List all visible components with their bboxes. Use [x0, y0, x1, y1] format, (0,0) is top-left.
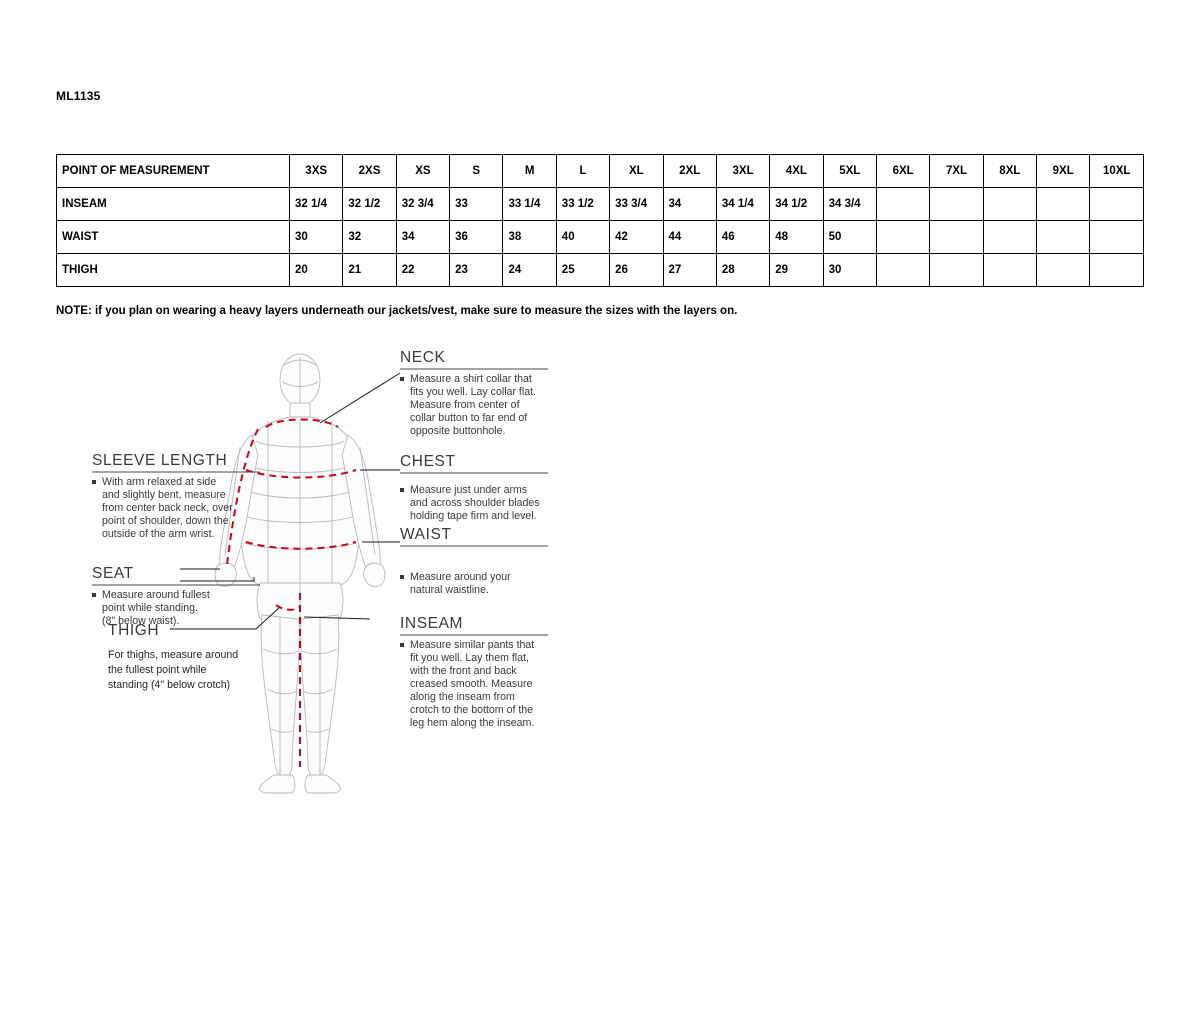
cell-waist-6xl: [876, 221, 929, 254]
callout-neck-line-2: fits you well. Lay collar flat.: [410, 386, 536, 398]
header-size-m: M: [503, 155, 556, 188]
cell-thigh-3xl: 28: [716, 254, 769, 287]
callout-neck-line-3: Measure from center of: [410, 399, 520, 411]
cell-waist-3xs: 30: [290, 221, 343, 254]
callout-inseam-title: INSEAM: [400, 615, 464, 632]
cell-thigh-2xs: 21: [343, 254, 396, 287]
callout-sleeve-line-2: and slightly bent, measure: [102, 489, 226, 501]
cell-waist-4xl: 48: [770, 221, 823, 254]
header-size-6xl: 6XL: [876, 155, 929, 188]
cell-inseam-2xl: 34: [663, 188, 716, 221]
cell-thigh-2xl: 27: [663, 254, 716, 287]
callout-neck-line-1: Measure a shirt collar that: [410, 373, 532, 385]
callout-inseam-line-5: along the inseam from: [410, 691, 515, 703]
cell-inseam-3xl: 34 1/4: [716, 188, 769, 221]
callout-waist-line-1: Measure around your: [410, 571, 511, 583]
cell-inseam-xl: 33 3/4: [610, 188, 663, 221]
cell-waist-10xl: [1090, 221, 1144, 254]
cell-inseam-4xl: 34 1/2: [770, 188, 823, 221]
table-row: [57, 254, 1144, 287]
cell-inseam-6xl: [876, 188, 929, 221]
callout-seat-line-3: (8" below waist).: [102, 615, 180, 627]
header-size-3xs: 3XS: [290, 155, 343, 188]
callout-thigh: [108, 622, 238, 691]
header-size-9xl: 9XL: [1037, 155, 1090, 188]
callout-neck-line-5: opposite buttonhole.: [410, 425, 506, 437]
cell-thigh-xl: 26: [610, 254, 663, 287]
header-size-4xl: 4XL: [770, 155, 823, 188]
callout-waist: [400, 526, 548, 596]
cell-waist-8xl: [983, 221, 1036, 254]
cell-inseam-5xl: 34 3/4: [823, 188, 876, 221]
callout-thigh-title: THIGH: [108, 622, 160, 639]
cell-inseam-10xl: [1090, 188, 1144, 221]
cell-thigh-s: 23: [450, 254, 503, 287]
callout-seat-line-2: point while standing.: [102, 602, 198, 614]
row-label-inseam: INSEAM: [57, 188, 290, 221]
callout-inseam-line-1: Measure similar pants that: [410, 639, 535, 651]
cell-thigh-7xl: [930, 254, 983, 287]
header-size-xl: XL: [610, 155, 663, 188]
cell-waist-7xl: [930, 221, 983, 254]
callout-inseam-line-7: leg hem along the inseam.: [410, 717, 535, 729]
callout-neck-line-4: collar button to far end of: [410, 412, 528, 424]
header-size-5xl: 5XL: [823, 155, 876, 188]
header-size-7xl: 7XL: [930, 155, 983, 188]
header-size-8xl: 8XL: [983, 155, 1036, 188]
row-label-waist: WAIST: [57, 221, 290, 254]
cell-waist-l: 40: [556, 221, 609, 254]
callout-neck-title: NECK: [400, 349, 446, 366]
table-header-row: [57, 155, 1144, 188]
cell-inseam-l: 33 1/2: [556, 188, 609, 221]
cell-waist-m: 38: [503, 221, 556, 254]
callout-inseam-line-4: creased smooth. Measure: [410, 678, 533, 690]
measurement-diagram: [70, 337, 570, 797]
callout-thigh-line-3: standing (4" below crotch): [108, 679, 231, 691]
cell-waist-5xl: 50: [823, 221, 876, 254]
cell-inseam-xs: 32 3/4: [396, 188, 449, 221]
cell-waist-xs: 34: [396, 221, 449, 254]
row-label-thigh: THIGH: [57, 254, 290, 287]
header-size-l: L: [556, 155, 609, 188]
table-row: [57, 188, 1144, 221]
cell-thigh-10xl: [1090, 254, 1144, 287]
header-point-of-measurement: POINT OF MEASUREMENT: [57, 155, 290, 188]
header-size-s: S: [450, 155, 503, 188]
size-chart-table: [56, 154, 1144, 287]
header-size-10xl: 10XL: [1090, 155, 1144, 188]
callout-waist-line-2: natural waistline.: [410, 584, 489, 596]
cell-inseam-9xl: [1037, 188, 1090, 221]
cell-waist-xl: 42: [610, 221, 663, 254]
callout-inseam-line-3: with the front and back: [410, 665, 517, 677]
callout-inseam: [400, 615, 548, 729]
cell-thigh-5xl: 30: [823, 254, 876, 287]
cell-waist-3xl: 46: [716, 221, 769, 254]
cell-inseam-m: 33 1/4: [503, 188, 556, 221]
measurement-note: NOTE: if you plan on wearing a heavy layers underneath our jackets/vest, make sure to measure the sizes with the layers on.: [56, 305, 738, 317]
callout-inseam-line-6: crotch to the bottom of the: [410, 704, 534, 716]
cell-thigh-9xl: [1037, 254, 1090, 287]
header-size-2xl: 2XL: [663, 155, 716, 188]
cell-thigh-xs: 22: [396, 254, 449, 287]
callout-sleeve-title: SLEEVE LENGTH: [92, 452, 228, 469]
header-size-2xs: 2XS: [343, 155, 396, 188]
callout-chest-line-3: holding tape firm and level.: [410, 510, 537, 522]
cell-thigh-m: 24: [503, 254, 556, 287]
callout-waist-title: WAIST: [400, 526, 452, 543]
product-code: ML1135: [56, 89, 101, 103]
cell-waist-s: 36: [450, 221, 503, 254]
callout-thigh-line-2: the fullest point while: [108, 664, 207, 676]
cell-inseam-7xl: [930, 188, 983, 221]
callout-sleeve-line-5: outside of the arm wrist.: [102, 528, 215, 540]
callout-sleeve-line-3: from center back neck, over: [102, 502, 233, 514]
callout-thigh-line-1: For thighs, measure around: [108, 649, 239, 661]
callout-sleeve-line-1: With arm relaxed at side: [102, 476, 217, 488]
callout-chest-line-2: and across shoulder blades: [410, 497, 540, 509]
cell-waist-2xs: 32: [343, 221, 396, 254]
cell-waist-2xl: 44: [663, 221, 716, 254]
cell-inseam-2xs: 32 1/2: [343, 188, 396, 221]
cell-thigh-4xl: 29: [770, 254, 823, 287]
cell-thigh-6xl: [876, 254, 929, 287]
callout-inseam-line-2: fit you well. Lay them flat,: [410, 652, 529, 664]
cell-inseam-8xl: [983, 188, 1036, 221]
callout-chest-line-1: Measure just under arms: [410, 484, 528, 496]
callout-chest-title: CHEST: [400, 453, 456, 470]
callout-chest: [400, 453, 548, 522]
cell-waist-9xl: [1037, 221, 1090, 254]
table-row: [57, 221, 1144, 254]
header-size-xs: XS: [396, 155, 449, 188]
callout-neck: [400, 349, 548, 437]
cell-inseam-s: 33: [450, 188, 503, 221]
callout-seat-line-1: Measure around fullest: [102, 589, 210, 601]
cell-thigh-8xl: [983, 254, 1036, 287]
cell-thigh-3xs: 20: [290, 254, 343, 287]
header-size-3xl: 3XL: [716, 155, 769, 188]
callout-seat-title: SEAT: [92, 565, 134, 582]
cell-inseam-3xs: 32 1/4: [290, 188, 343, 221]
cell-thigh-l: 25: [556, 254, 609, 287]
callout-sleeve-line-4: point of shoulder, down the: [102, 515, 229, 527]
